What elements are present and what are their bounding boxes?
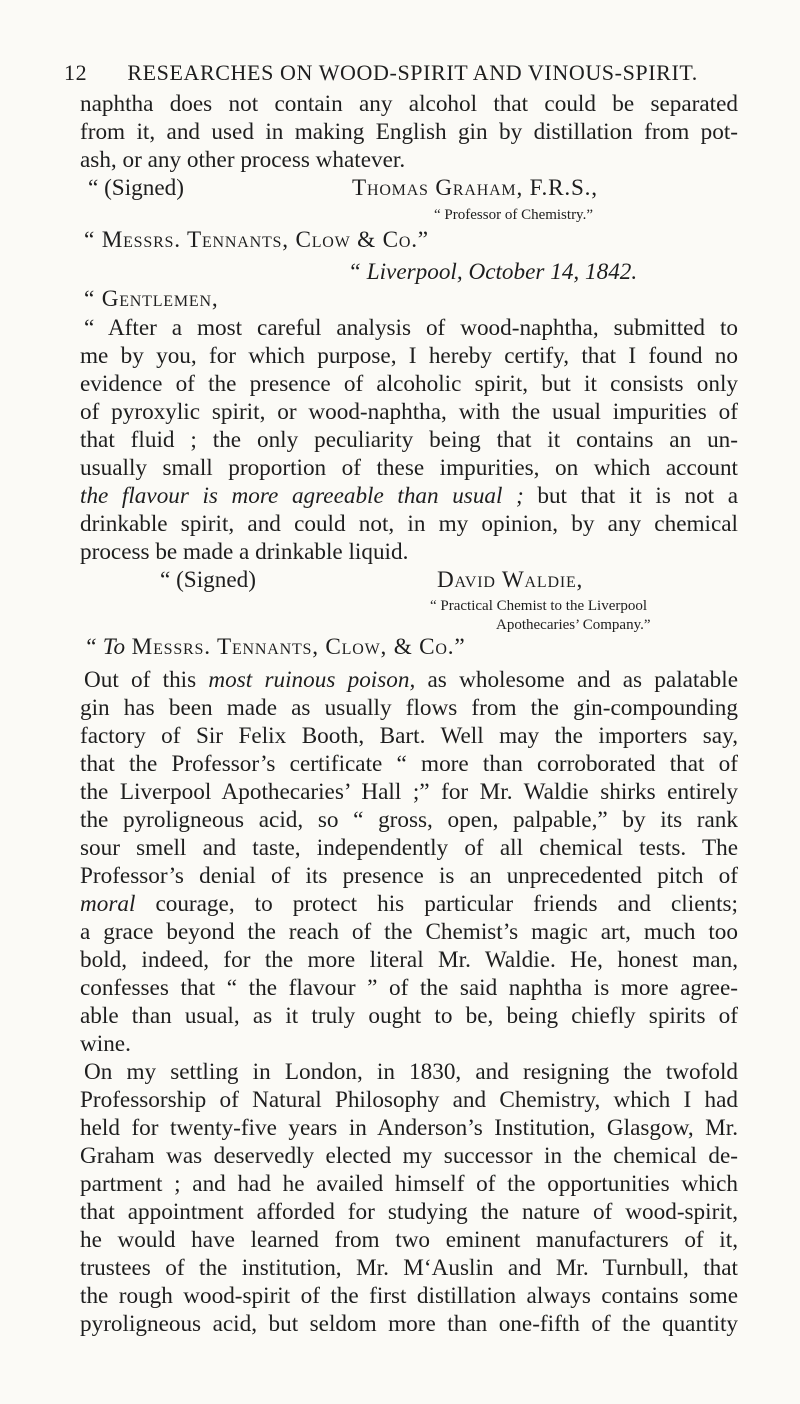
signatory-waldie: David Waldie, — [437, 567, 584, 593]
text-line: trustees of the institution, Mr. M‘Auslin and Mr. Turnbull, that — [80, 1255, 738, 1281]
salutation: “ Gentlemen, — [84, 286, 219, 312]
text-line: able than usual, as it truly ought to be, being chiefly spirits of — [80, 1003, 738, 1029]
text-line: Professor’s denial of its presence is an unprecedented pitch of — [80, 863, 738, 889]
text-line: confesses that “ the flavour ” of the said naphtha is more agree- — [80, 975, 738, 1001]
text-line: Professorship of Natural Philosophy and Chemistry, which I had — [80, 1087, 738, 1113]
text-span: as wholesome and as palatable — [415, 667, 738, 693]
addressee-text: Messrs. Tennants, Clow, & Co.” — [125, 634, 466, 660]
text-line: bold, indeed, for the more literal Mr. Waldie. He, honest man, — [80, 947, 738, 973]
text-line: the pyroligneous acid, so “ gross, open, palpable,” by its rank — [80, 807, 738, 833]
text-line: drinkable spirit, and could not, in my opinion, by any chemical — [80, 511, 738, 537]
signatory-title: “ Practical Chemist to the Liverpool — [430, 598, 648, 614]
addressee — [84, 633, 465, 661]
text-span: courage, to protect his particular friends and clients; — [135, 891, 738, 917]
text-line — [80, 482, 738, 510]
text-line: usually small proportion of these impurities, on which account — [80, 455, 738, 481]
text-line: a grace beyond the reach of the Chemist’s magic art, much too — [80, 919, 738, 945]
text-line: pyroligneous acid, but seldom more than one-fifth of the quantity — [80, 1311, 738, 1337]
text-line: On my settling in London, in 1830, and resigning the twofold — [84, 1059, 738, 1085]
text-line: naphtha does not contain any alcohol that could be separated — [80, 91, 738, 117]
text-line: of pyroxylic spirit, or wood-naphtha, with the usual impurities of — [80, 399, 738, 425]
text-line: “ After a most careful analysis of wood-naphtha, submitted to — [84, 315, 738, 341]
text-line: Graham was deservedly elected my successor in the chemical de- — [80, 1143, 738, 1169]
signatory-title: Apothecaries’ Company.” — [496, 617, 651, 633]
letter-dateline — [348, 258, 637, 286]
text-span: but that it is not a — [523, 483, 738, 509]
text-line: that fluid ; the only peculiarity being that it contains an un- — [80, 427, 738, 453]
text-line: factory of Sir Felix Booth, Bart. Well may the importers say, — [80, 723, 738, 749]
page-number: 12 — [64, 60, 88, 85]
addressee — [84, 226, 429, 254]
text-line: me by you, for which purpose, I hereby certify, that I found no — [80, 343, 738, 369]
text-line: ash, or any other process whatever. — [80, 147, 406, 173]
text-line: the rough wood-spirit of the first distillation always contains some — [80, 1283, 738, 1309]
text-line: the Liverpool Apothecaries’ Hall ;” for Mr. Waldie shirks entirely — [80, 779, 738, 805]
text-line: held for twenty-five years in Anderson’s Institution, Glasgow, Mr. — [80, 1115, 738, 1141]
text-span: Out of this — [84, 667, 209, 693]
italic-phrase: moral — [80, 891, 136, 917]
text-line: that the Professor’s certificate “ more than corroborated that of — [80, 751, 738, 777]
text-line: evidence of the presence of alcoholic spirit, but it consists only — [80, 371, 738, 397]
signatory-graham: Thomas Graham, F.R.S., — [352, 175, 598, 201]
text-line: process be made a drinkable liquid. — [80, 539, 409, 565]
signatory-title: “ Professor of Chemistry.” — [434, 207, 593, 223]
text-line — [84, 666, 738, 694]
text-line — [80, 890, 738, 918]
text-line: that appointment afforded for studying the nature of wood-spirit, — [80, 1199, 738, 1225]
running-header — [64, 60, 738, 86]
italic-phrase: most ruinous poison, — [208, 667, 416, 693]
text-line: gin has been made as usually flows from the gin-compounding — [80, 695, 738, 721]
text-line: he would have learned from two eminent manufacturers of it, — [80, 1227, 738, 1253]
addressee-to: “ To — [84, 634, 126, 660]
signed-label: “ (Signed) — [160, 567, 256, 593]
text-line: wine. — [80, 1031, 131, 1057]
addressee-text: “ Messrs. Tennants, Clow & Co.” — [84, 227, 429, 253]
text-line: from it, and used in making English gin by distillation from pot- — [80, 119, 738, 145]
italic-phrase: the flavour is more agreeable than usual ; — [80, 483, 524, 509]
text-line: sour smell and taste, independently of all chemical tests. The — [80, 835, 738, 861]
running-title: RESEARCHES ON WOOD-SPIRIT AND VINOUS-SPIRIT. — [127, 60, 698, 85]
dateline-text: “ Liverpool, October 14, 1842. — [348, 259, 638, 285]
text-line: partment ; and had he availed himself of the opportunities which — [80, 1171, 738, 1197]
signed-label: “ (Signed) — [88, 175, 184, 201]
